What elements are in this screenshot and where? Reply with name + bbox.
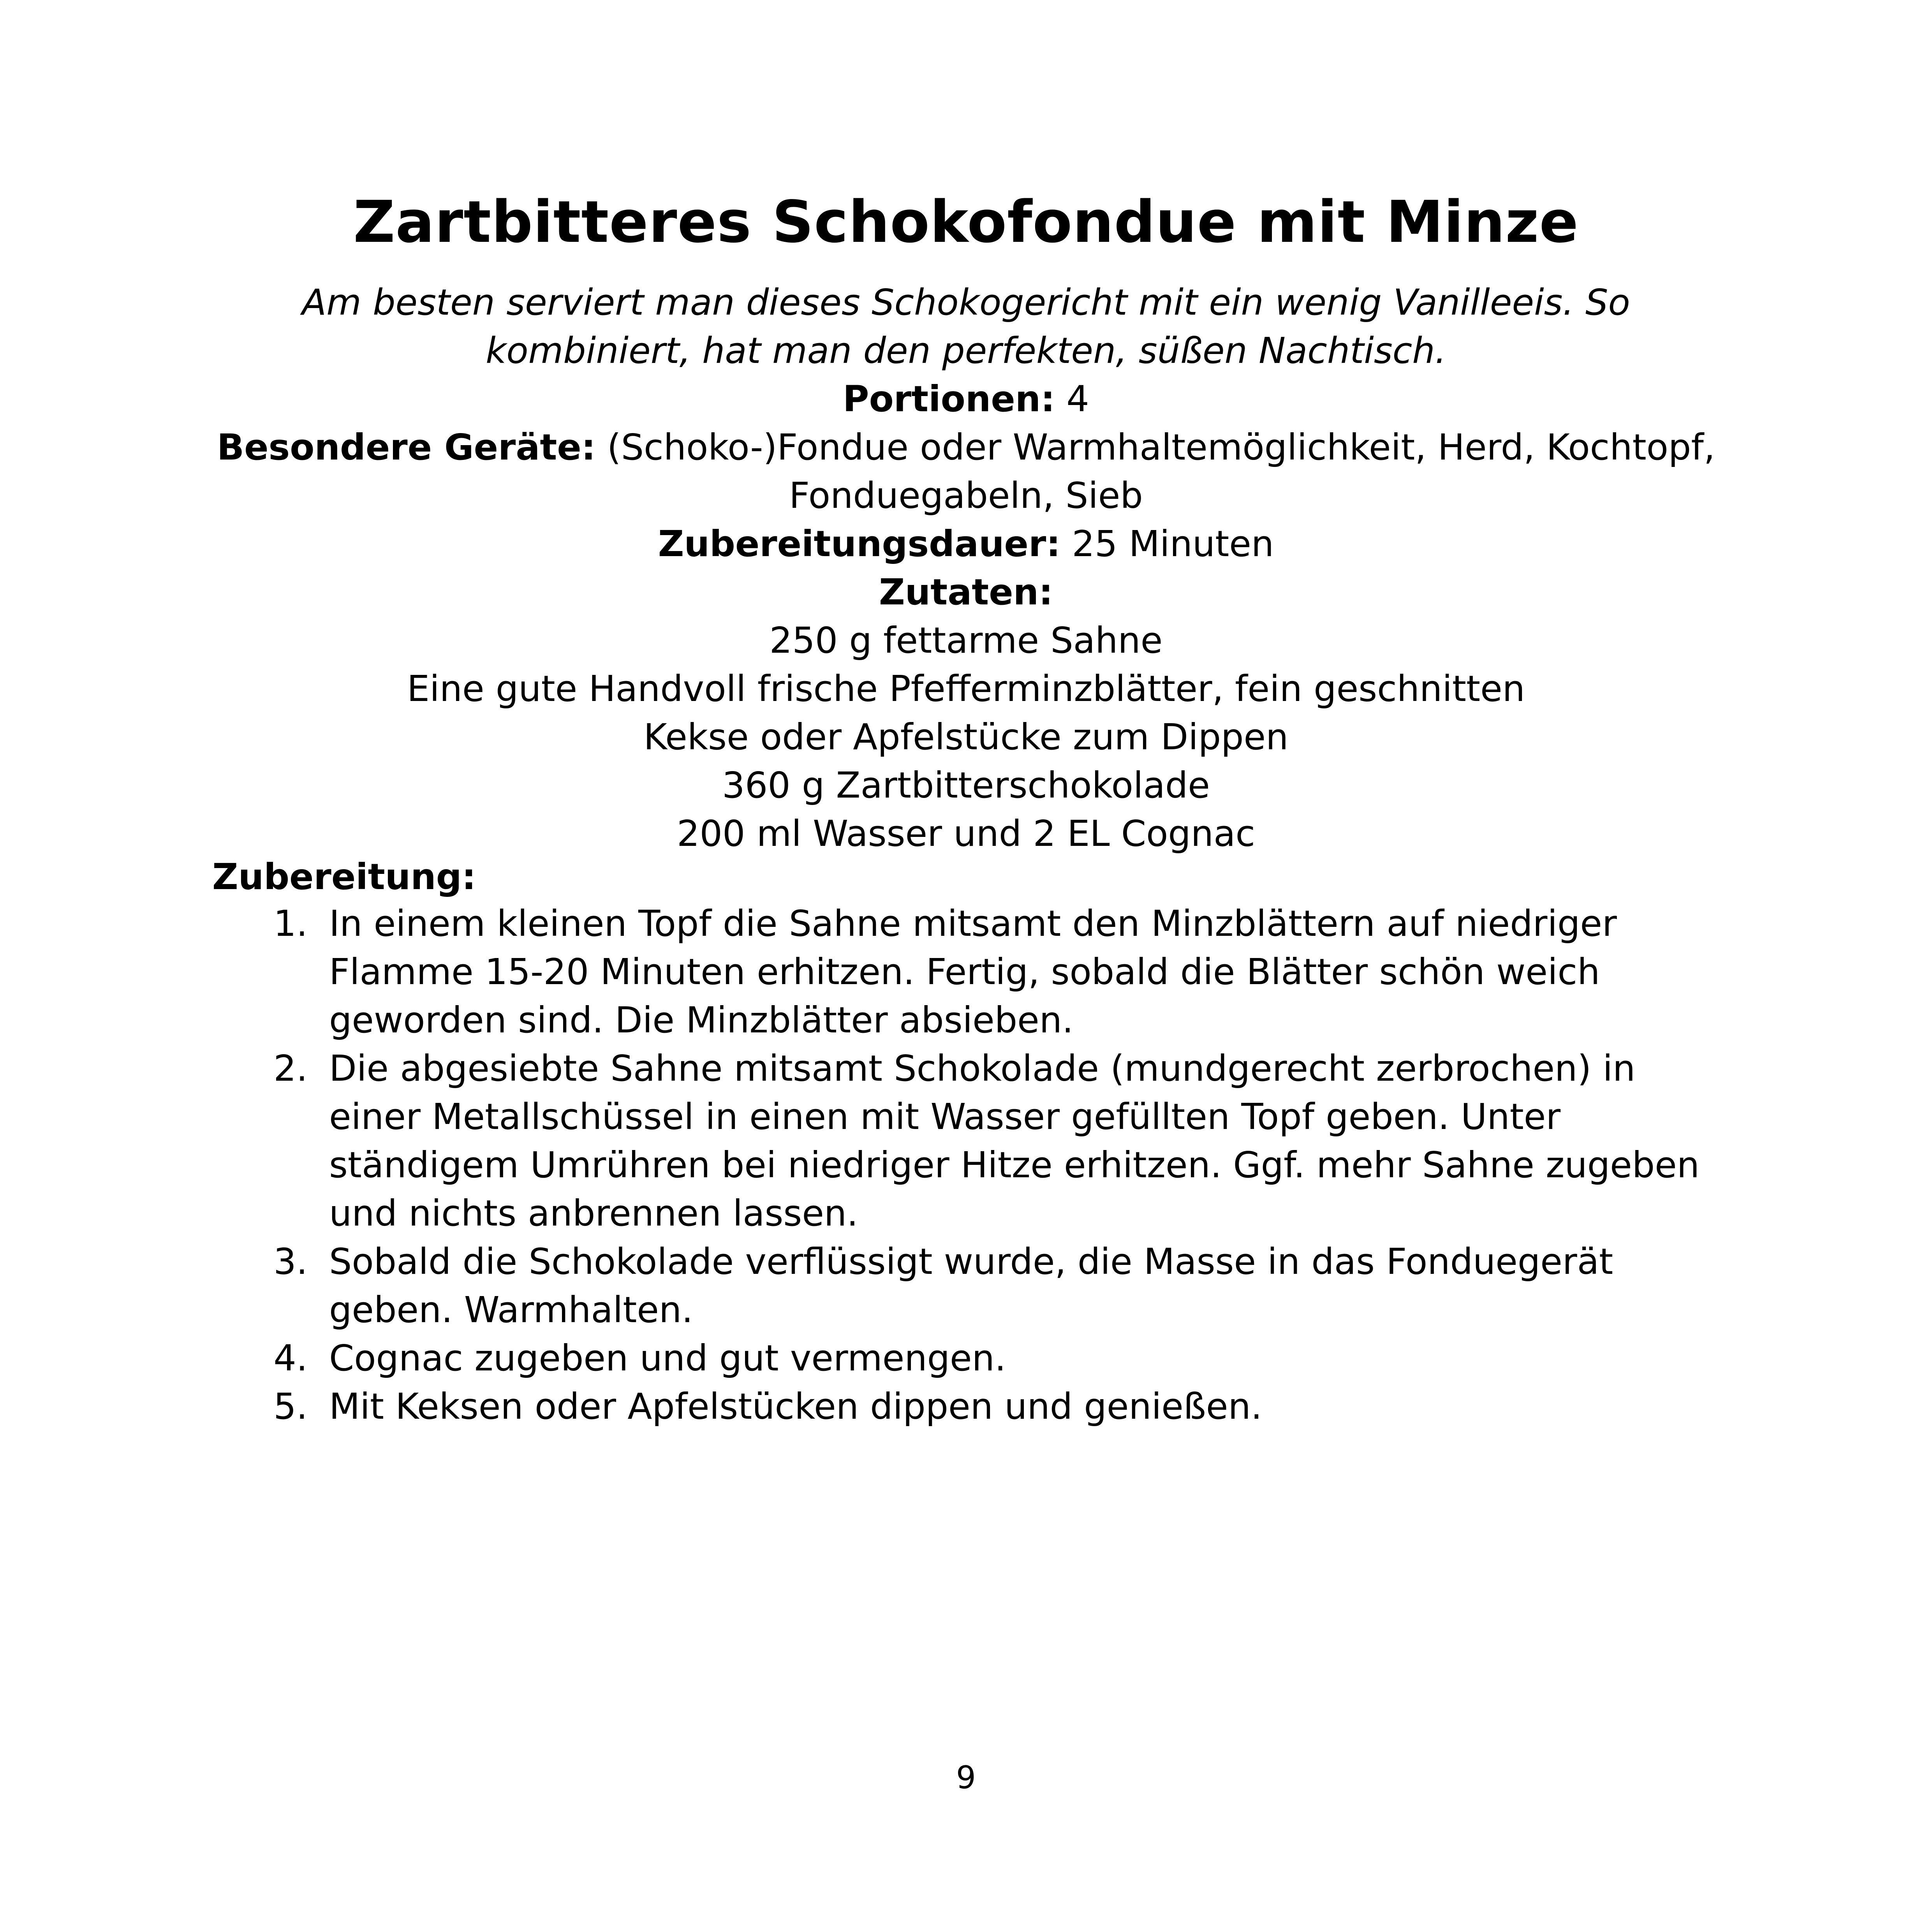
- equipment-line-1: [0, 423, 1932, 472]
- step-text-line: und nichts anbrennen lassen.: [329, 1192, 858, 1234]
- step-text-line: Sobald die Schokolade verflüssigt wurde, die Masse in das Fonduegerät: [329, 1241, 1613, 1282]
- ingredient-item: 200 ml Wasser und 2 EL Cognac: [676, 813, 1256, 854]
- step-number: 4.: [273, 1337, 308, 1379]
- portions-line: [0, 375, 1932, 423]
- portions-label: Portionen:: [843, 378, 1055, 420]
- equipment-value-1: (Schoko-)Fondue oder Warmhaltemöglichkeit, Herd, Kochtopf,: [595, 426, 1715, 468]
- intro-line-2: kombiniert, hat man den perfekten, süßen Nachtisch.: [486, 330, 1446, 372]
- duration-value: 25 Minuten: [1060, 523, 1274, 565]
- step-text-line: In einem kleinen Topf die Sahne mitsamt den Minzblättern auf niedriger: [329, 903, 1617, 944]
- equipment-line-2: Fonduegabeln, Sieb: [789, 475, 1143, 516]
- ingredient-item: Eine gute Handvoll frische Pfefferminzblätter, fein geschnitten: [407, 668, 1525, 710]
- step-text-line: Die abgesiebte Sahne mitsamt Schokolade (mundgerecht zerbrochen) in: [329, 1048, 1636, 1089]
- equipment-label: Besondere Geräte:: [217, 426, 596, 468]
- step-number: 5.: [273, 1386, 308, 1427]
- preparation-step: [249, 1383, 1799, 1431]
- preparation-step: [249, 1044, 1799, 1238]
- duration-line: [0, 520, 1932, 568]
- preparation-steps: [249, 900, 1799, 1431]
- preparation-heading: Zubereitung:: [212, 856, 476, 898]
- page-number: 9: [956, 1759, 976, 1796]
- step-text-line: Mit Keksen oder Apfelstücken dippen und genießen.: [329, 1386, 1262, 1427]
- duration-label: Zubereitungsdauer:: [658, 523, 1061, 565]
- ingredients-heading: Zutaten:: [879, 571, 1053, 613]
- step-number: 2.: [273, 1048, 308, 1089]
- preparation-step: [249, 1238, 1799, 1334]
- intro-line-1: Am besten serviert man dieses Schokogericht mit ein wenig Vanilleeis. So: [302, 282, 1630, 323]
- step-number: 3.: [273, 1241, 308, 1282]
- step-number: 1.: [273, 903, 308, 944]
- step-text-line: geben. Warmhalten.: [329, 1289, 693, 1331]
- step-text-line: Cognac zugeben und gut vermengen.: [329, 1337, 1006, 1379]
- step-text-line: geworden sind. Die Minzblätter absieben.: [329, 999, 1074, 1041]
- ingredient-item: 250 g fettarme Sahne: [769, 620, 1163, 661]
- step-text-line: Flamme 15-20 Minuten erhitzen. Fertig, sobald die Blätter schön weich: [329, 951, 1600, 993]
- step-text-line: einer Metallschüssel in einen mit Wasser gefüllten Topf geben. Unter: [329, 1096, 1561, 1138]
- portions-value: 4: [1055, 378, 1089, 420]
- recipe-title: Zartbitteres Schokofondue mit Minze: [353, 188, 1579, 255]
- ingredient-item: 360 g Zartbitterschokolade: [722, 764, 1210, 806]
- ingredient-item: Kekse oder Apfelstücke zum Dippen: [643, 716, 1289, 758]
- preparation-step: [249, 1334, 1799, 1383]
- preparation-step: [249, 900, 1799, 1044]
- step-text-line: ständigem Umrühren bei niedriger Hitze erhitzen. Ggf. mehr Sahne zugeben: [329, 1144, 1700, 1186]
